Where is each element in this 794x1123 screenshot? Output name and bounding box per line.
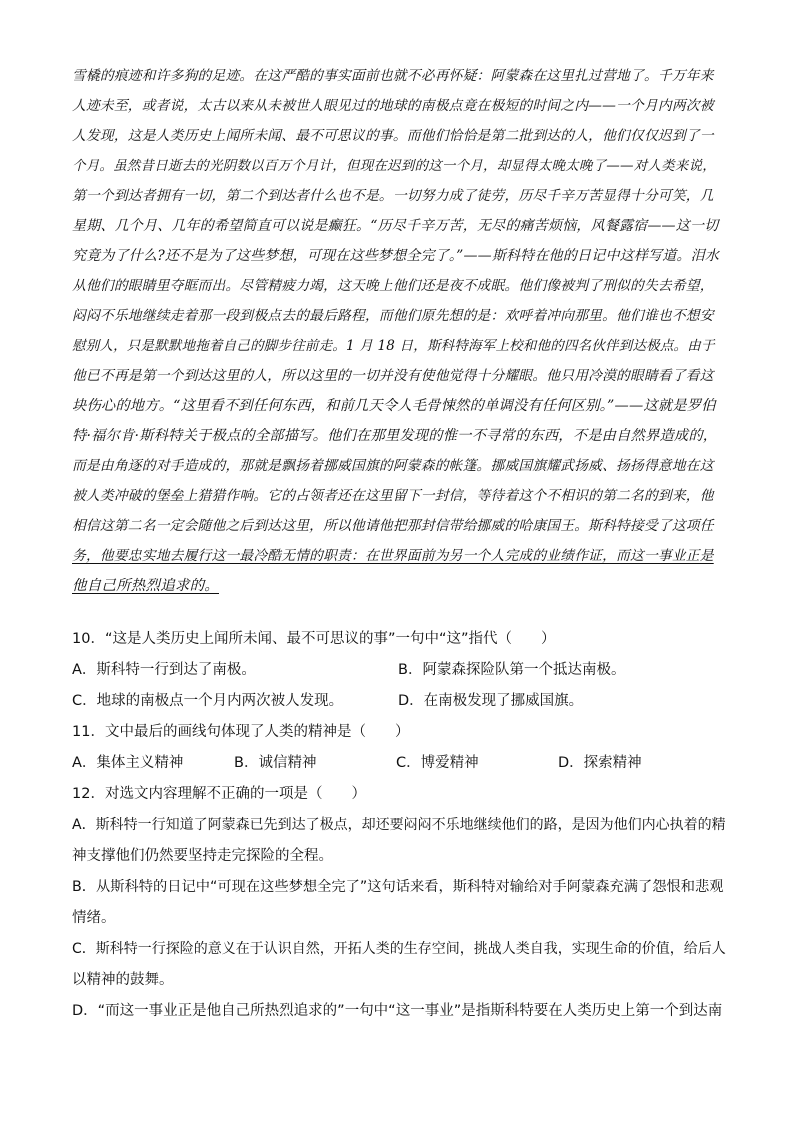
q11-option-b: B．诚信精神 [234, 755, 317, 771]
passage-line: 闷闷不乐地继续走着那一段到极点去的最后路程，而他们原先想的是：欢呼着冲向那里。他们谁也不想安 [72, 308, 714, 324]
underlined-sentence: 务，他要忠实地去履行这一最冷酷无情的职责：在世界面前为另一个人完成的业绩作证，而这一事业正是 [72, 548, 714, 564]
passage-line: 块伤心的地方。“这里看不到任何东西，和前几天令人毛骨悚然的单调没有任何区别。”——这就是罗伯 [72, 398, 716, 414]
passage-line: 究竟为了什么?还不是为了这些梦想，可现在这些梦想全完了。”——斯科特在他的日记中这样写道。泪水 [72, 248, 720, 264]
q12-option-b-cont: 情绪。 [72, 910, 116, 926]
q11-option-a: A．集体主义精神 [72, 755, 184, 771]
question-10-stem: 10．“这是人类历史上闻所未闻、最不可思议的事”一句中“这”指代（ ） [72, 631, 556, 647]
question-10-options [72, 686, 732, 717]
passage-line: 被人类冲破的堡垒上猎猎作响。它的占领者还在这里留下一封信，等待着这个不相识的第二名的到来，他 [72, 488, 714, 504]
passage-line: 从他们的眼睛里夺眶而出。尽管精疲力竭，这天晚上他们还是夜不成眠。他们像被判了刑似的失去希望， [72, 278, 714, 294]
passage-line-underlined [72, 541, 722, 571]
passage-line: 特·福尔肯·斯科特关于极点的全部描写。他们在那里发现的惟一不寻常的东西，不是由自然界造成的， [72, 428, 718, 444]
passage-line: 他已不再是第一个到达这里的人，所以这里的一切并没有使他觉得十分耀眼。他只用冷漠的眼睛看了看这 [72, 368, 714, 384]
passage-line: 个月。虽然昔日逝去的光阴数以百万个月计，但现在迟到的这一个月，却显得太晚太晚了——对人类来说， [72, 158, 716, 174]
q12-option-a: A．斯科特一行知道了阿蒙森已先到达了极点，却还要闷闷不乐地继续他们的路，是因为他们内心执着的精 [72, 817, 726, 833]
q10-option-c: C．地球的南极点一个月内两次被人发现。 [72, 693, 344, 709]
q11-option-d: D．探索精神 [558, 755, 642, 771]
q12-option-a-cont: 神支撑他们仍然要坚持走完探险的全程。 [72, 848, 333, 864]
q12-option-b: B．从斯科特的日记中“可现在这些梦想全完了”这句话来看，斯科特对输给对手阿蒙森充满了怨恨和悲观 [72, 879, 724, 895]
underlined-sentence: 他自己所热烈追求的。 [72, 578, 219, 594]
passage-line: 相信这第二名一定会随他之后到达这里，所以他请他把那封信带给挪威的哈康国王。斯科特接受了这项任 [72, 518, 714, 534]
q10-option-a: A．斯科特一行到达了南极。 [72, 662, 256, 678]
passage-line: 人发现，这是人类历史上闻所未闻、最不可思议的事。而他们恰恰是第二批到达的人，他们仅仅迟到了一 [72, 128, 714, 144]
passage-line: 人迹未至，或者说，太古以来从未被世人眼见过的地球的南极点竟在极短的时间之内——一个月内两次被 [72, 98, 714, 114]
q10-option-b: B．阿蒙森探险队第一个抵达南极。 [398, 662, 626, 678]
question-12-stem: 12．对选文内容理解不正确的一项是（ ） [72, 786, 366, 802]
q10-option-d: D．在南极发现了挪威国旗。 [398, 693, 584, 709]
passage-line: 第一个到达者拥有一切，第二个到达者什么也不是。一切努力成了徒劳，历尽千辛万苦显得十分可笑，几 [72, 188, 714, 204]
questions-section [72, 624, 732, 1027]
reading-passage [72, 61, 722, 601]
q11-option-c: C．博爱精神 [396, 755, 479, 771]
q12-option-d: D．“而这一事业正是他自己所热烈追求的”一句中“这一事业”是指斯科特要在人类历史上第一个到达南 [72, 1003, 723, 1019]
passage-line: 而是由角逐的对手造成的，那就是飘扬着挪威国旗的阿蒙森的帐篷。挪威国旗耀武扬威、扬扬得意地在这 [72, 458, 714, 474]
passage-line: 雪橇的痕迹和许多狗的足迹。在这严酷的事实面前也就不必再怀疑：阿蒙森在这里扎过营地了。千万年来 [72, 68, 714, 84]
question-10-options [72, 655, 732, 686]
passage-line: 慰别人，只是默默地拖着自己的脚步往前走。1 月 18 日，斯科特海军上校和他的四名伙伴到达极点。由于 [72, 338, 715, 354]
q12-option-c-cont: 以精神的鼓舞。 [72, 972, 174, 988]
passage-line-underlined [72, 571, 722, 601]
passage-line: 星期、几个月、几年的希望简直可以说是癫狂。“历尽千辛万苦，无尽的痛苦烦恼，风餐露宿——这一切 [72, 218, 719, 234]
question-11-stem: 11．文中最后的画线句体现了人类的精神是（ ） [72, 724, 410, 740]
question-11-options [72, 748, 732, 779]
q12-option-c: C．斯科特一行探险的意义在于认识自然，开拓人类的生存空间，挑战人类自我，实现生命的价值，给后人 [72, 941, 726, 957]
